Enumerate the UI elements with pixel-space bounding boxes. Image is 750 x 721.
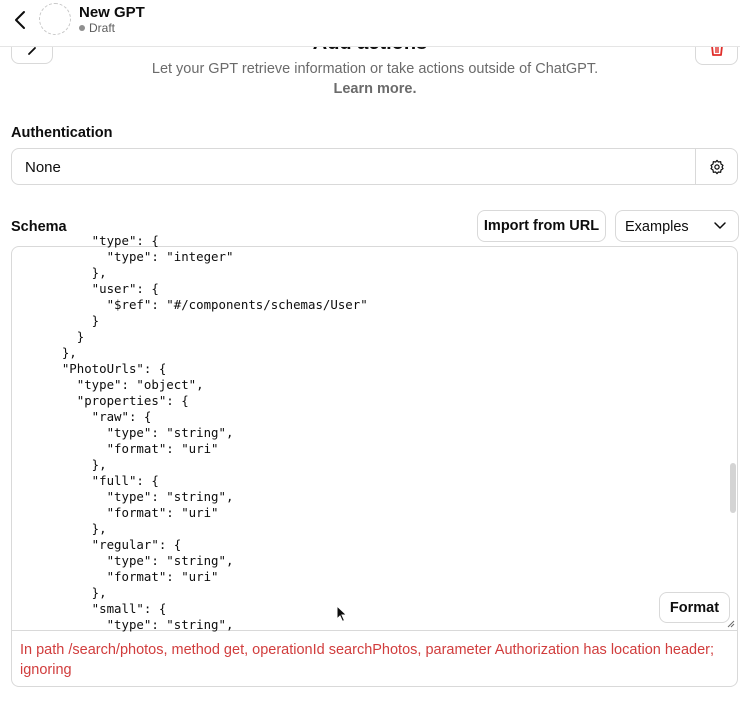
authentication-field[interactable] — [11, 148, 738, 185]
schema-label: Schema — [11, 219, 67, 235]
back-button[interactable] — [8, 8, 32, 32]
authentication-settings-button[interactable] — [695, 149, 737, 184]
schema-error-box — [11, 630, 738, 687]
import-from-url-button[interactable]: Import from URL — [477, 210, 606, 242]
schema-editor[interactable] — [11, 233, 738, 632]
resize-handle-icon[interactable] — [727, 620, 735, 628]
gpt-avatar[interactable] — [39, 3, 71, 35]
learn-more-link[interactable]: Learn more. — [333, 81, 417, 97]
chevron-left-icon — [13, 10, 27, 30]
examples-dropdown[interactable] — [615, 210, 739, 242]
mouse-cursor-icon — [336, 605, 348, 623]
authentication-value: None — [25, 159, 61, 176]
status-dot-icon — [79, 25, 85, 31]
status-label: Draft — [89, 21, 116, 35]
schema-scrollbar-thumb[interactable] — [730, 463, 736, 513]
actions-subtitle: Let your GPT retrieve information or take actions outside of ChatGPT. — [151, 61, 599, 77]
gpt-status — [79, 21, 115, 35]
top-bar — [0, 0, 740, 47]
schema-code[interactable]: "type": { "type": "integer" }, "user": { "$ref": "#/components/schemas/User" } } }, "PhotoUrls": { "type": "object", "properties": { "raw": { "type": "string", "format": "uri" }, "full": { "type": "string", "format": "uri" }, "regular": { "type": "string", "format": "uri" }, "small": { "type": "string", — [61, 233, 368, 632]
authentication-label: Authentication — [11, 125, 113, 141]
trash-icon — [710, 46, 724, 56]
gear-icon — [709, 159, 725, 175]
schema-error-message: In path /search/photos, method get, operationId searchPhotos, parameter Authorization has location header; ignoring — [20, 642, 715, 678]
format-button[interactable]: Format — [659, 592, 730, 623]
gpt-name: New GPT — [79, 4, 145, 21]
chevron-down-icon — [714, 219, 726, 233]
examples-selected-value: Examples — [625, 219, 689, 235]
